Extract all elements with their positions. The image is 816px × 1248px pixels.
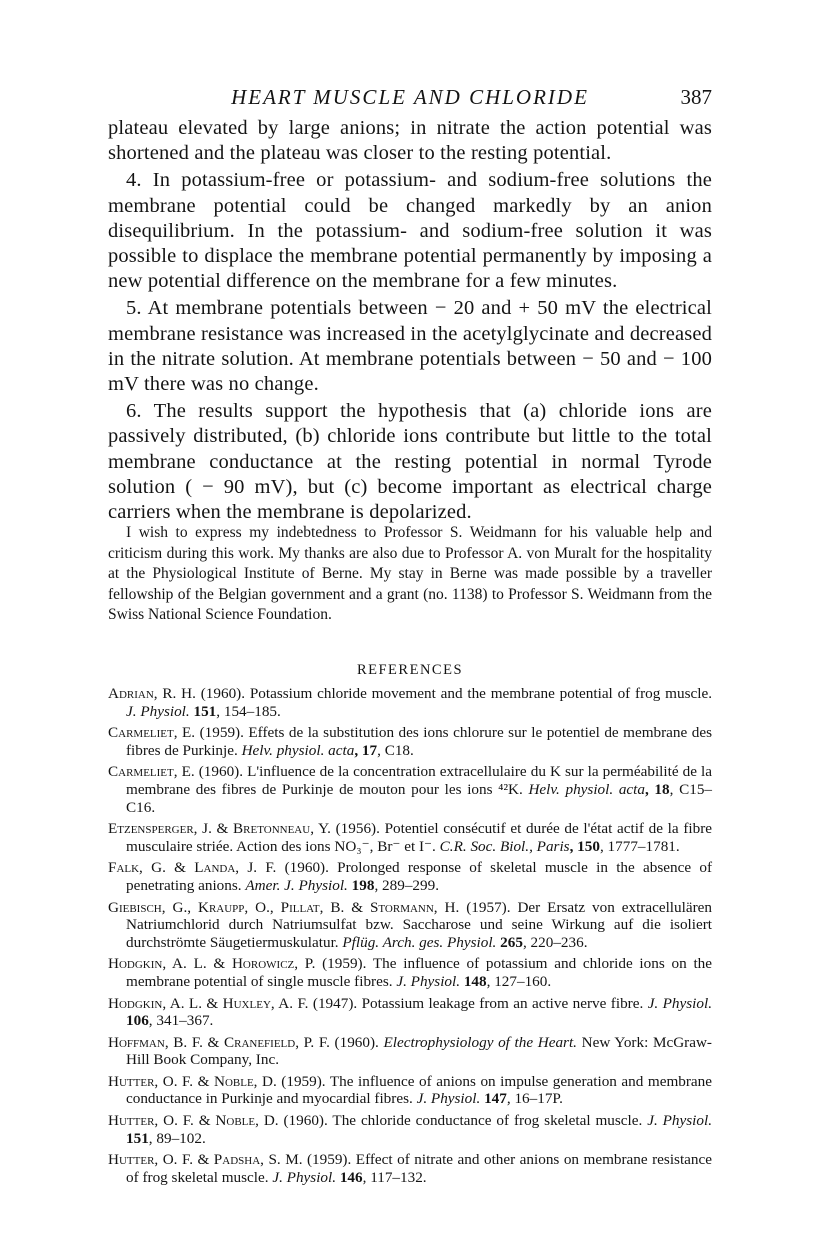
reference-title: (1959). Effect of nitrate and other anions on membrane resistance of frog skeletal muscle. bbox=[126, 1151, 712, 1186]
reference-volume: 146 bbox=[336, 1168, 363, 1186]
reference-pages: , 127–160. bbox=[486, 972, 552, 990]
reference-title: (1960). L'influence de la concentration extracellulaire du K sur la perméabilité de la membrane des fibres de Purkinje de mouton pour les ions ⁴²K. bbox=[126, 763, 712, 798]
references-list bbox=[108, 685, 712, 1190]
reference-journal: Amer. J. Physiol. bbox=[245, 876, 348, 894]
summary-paragraph: plateau elevated by large anions; in nitrate the action potential was shortened and the plateau was closer to the resting potential. bbox=[108, 117, 712, 165]
reference-journal: J. Physiol. bbox=[647, 994, 712, 1012]
reference-title: (1960). bbox=[329, 1033, 384, 1051]
running-title: HEART MUSCLE AND CHLORIDE bbox=[231, 85, 589, 109]
reference-journal: J. Physiol. bbox=[647, 1112, 713, 1130]
acknowledgement-text: I wish to express my indebtedness to Professor S. Weidmann for his valuable help and criticism during this work. My thanks are also due to Professor A. von Muralt for the hospitality at the Physiological Institute of Berne. My stay in Berne was made possible by a traveller fellowship of the Belgian government and a grant (no. 1138) to Professor S. Weidmann from the Swiss National Science Foundation. bbox=[108, 524, 712, 623]
reference-journal: Pflüg. Arch. ges. Physiol. bbox=[342, 933, 497, 951]
reference-entry bbox=[108, 859, 712, 894]
reference-title: (1960). Potassium chloride movement and the membrane potential of frog muscle. bbox=[195, 685, 712, 702]
reference-volume: , 17 bbox=[354, 741, 378, 759]
reference-entry bbox=[108, 899, 712, 952]
reference-volume: 148 bbox=[460, 972, 487, 990]
reference-pages: , C18. bbox=[377, 741, 414, 759]
reference-journal: Helv. physiol. acta bbox=[241, 741, 355, 759]
reference-entry bbox=[108, 995, 712, 1030]
acknowledgement bbox=[108, 523, 712, 626]
summary-paragraph: 6. The results support the hypothesis that (a) chloride ions are passively distributed, (b) chloride ions contribute but little to the total membrane conductance at the resting potential in normal Tyrode solution ( − 90 mV), but (c) become important as electrical charge carriers when the membrane is depolarized. bbox=[108, 400, 712, 524]
reference-journal: Helv. physiol. acta bbox=[528, 780, 645, 798]
reference-journal: Electrophysiology of the Heart. bbox=[383, 1033, 577, 1051]
reference-title: (1947). Potassium leakage from an active nerve fibre. bbox=[308, 994, 648, 1012]
reference-authors: Hodgkin, A. L. & Huxley, A. F. bbox=[108, 994, 309, 1012]
reference-volume: 147 bbox=[480, 1090, 507, 1108]
summary-body bbox=[108, 116, 712, 527]
summary-paragraph: 5. At membrane potentials between − 20 and + 50 mV the electrical membrane resistance was increased in the acetylglycinate and decreased in the nitrate solution. At membrane potentials between − 50 and − 100 mV there was no change. bbox=[108, 297, 712, 396]
reference-journal: C.R. Soc. Biol., Paris bbox=[439, 837, 570, 855]
reference-authors: Giebisch, G., Kraupp, O., Pillat, B. & Stormann, H. bbox=[108, 898, 460, 916]
reference-title: (1960). Prolonged response of skeletal muscle in the absence of penetrating anions. bbox=[126, 859, 712, 894]
reference-pages: , 117–132. bbox=[362, 1168, 427, 1186]
reference-volume: , 150 bbox=[569, 837, 600, 855]
reference-entry bbox=[108, 820, 712, 855]
reference-journal: J. Physiol. bbox=[126, 702, 190, 720]
reference-pages: , 89–102. bbox=[148, 1129, 206, 1147]
reference-entry bbox=[108, 1151, 712, 1186]
reference-authors: Hutter, O. F. & Noble, D. bbox=[108, 1072, 277, 1090]
reference-pages: New York: McGraw-Hill Book Company, Inc. bbox=[126, 1033, 712, 1069]
reference-authors: Adrian, R. H. bbox=[108, 685, 196, 702]
reference-volume: 265 bbox=[496, 933, 523, 951]
reference-title: (1959). The influence of potassium and chloride ions on the membrane potential of single muscle fibres. bbox=[126, 955, 712, 990]
reference-authors: Hoffman, B. F. & Cranefield, P. F. bbox=[108, 1033, 330, 1051]
reference-entry bbox=[108, 1034, 712, 1069]
reference-pages: , 289–299. bbox=[374, 876, 439, 894]
page-number: 387 bbox=[680, 85, 712, 109]
reference-title: (1960). The chloride conductance of frog skeletal muscle. bbox=[278, 1112, 648, 1130]
reference-entry bbox=[108, 955, 712, 990]
reference-journal: J. Physiol. bbox=[416, 1090, 481, 1108]
summary-paragraph: 4. In potassium-free or potassium- and sodium-free solutions the membrane potential could be changed markedly by an anion disequilibrium. In the potassium- and sodium-free solution it was possible to displace the membrane potential permanently by imposing a new potential difference on the membrane for a few minutes. bbox=[108, 169, 712, 293]
running-header bbox=[108, 85, 712, 115]
reference-authors: Carmeliet, E. bbox=[108, 763, 195, 781]
reference-journal: J. Physiol. bbox=[396, 972, 461, 990]
reference-volume: , 18 bbox=[644, 780, 670, 798]
reference-title: (1956). Potentiel consécutif et durée de l'état actif de la fibre musculaire striée. Action des ions NO₃⁻, Br⁻ et I⁻. bbox=[126, 820, 712, 855]
reference-volume: 151 bbox=[126, 1129, 149, 1147]
reference-authors: Hodgkin, A. L. & Horowicz, P. bbox=[108, 955, 316, 973]
reference-pages: , C15–C16. bbox=[126, 780, 713, 816]
reference-pages: , 1777–1781. bbox=[599, 837, 680, 855]
reference-entry bbox=[108, 763, 712, 816]
reference-title: (1957). Der Ersatz von extracellulären Natriumchlorid durch Natriumsulfat bzw. Saccharose und seine Wirkung auf die isoliert durchströmte Säugetiermuskulatur. bbox=[126, 898, 712, 951]
references-heading: REFERENCES bbox=[356, 662, 464, 678]
reference-pages: , 341–367. bbox=[148, 1012, 214, 1030]
reference-pages: , 16–17P. bbox=[506, 1090, 563, 1108]
reference-authors: Carmeliet, E. bbox=[108, 724, 196, 742]
reference-entry bbox=[108, 724, 712, 759]
reference-entry bbox=[108, 1073, 712, 1108]
reference-entry bbox=[108, 1112, 712, 1147]
reference-journal: J. Physiol. bbox=[272, 1168, 337, 1186]
reference-authors: Hutter, O. F. & Noble, D. bbox=[108, 1112, 279, 1130]
reference-authors: Falk, G. & Landa, J. F. bbox=[108, 859, 277, 877]
reference-title: (1959). The influence of anions on impulse generation and membrane conductance in Purkinje and myocardial fibres. bbox=[126, 1072, 712, 1108]
reference-pages: , 154–185. bbox=[216, 702, 281, 720]
reference-volume: 198 bbox=[347, 876, 375, 894]
reference-volume: 151 bbox=[189, 702, 217, 720]
reference-volume: 106 bbox=[126, 1012, 149, 1030]
reference-authors: Hutter, O. F. & Padsha, S. M. bbox=[108, 1151, 303, 1169]
reference-entry bbox=[108, 685, 712, 720]
reference-title: (1959). Effets de la substitution des ions chlorure sur le potentiel de membrane des fibres de Purkinje. bbox=[126, 724, 712, 759]
reference-pages: , 220–236. bbox=[522, 933, 588, 951]
reference-authors: Etzensperger, J. & Bretonneau, Y. bbox=[108, 820, 331, 838]
